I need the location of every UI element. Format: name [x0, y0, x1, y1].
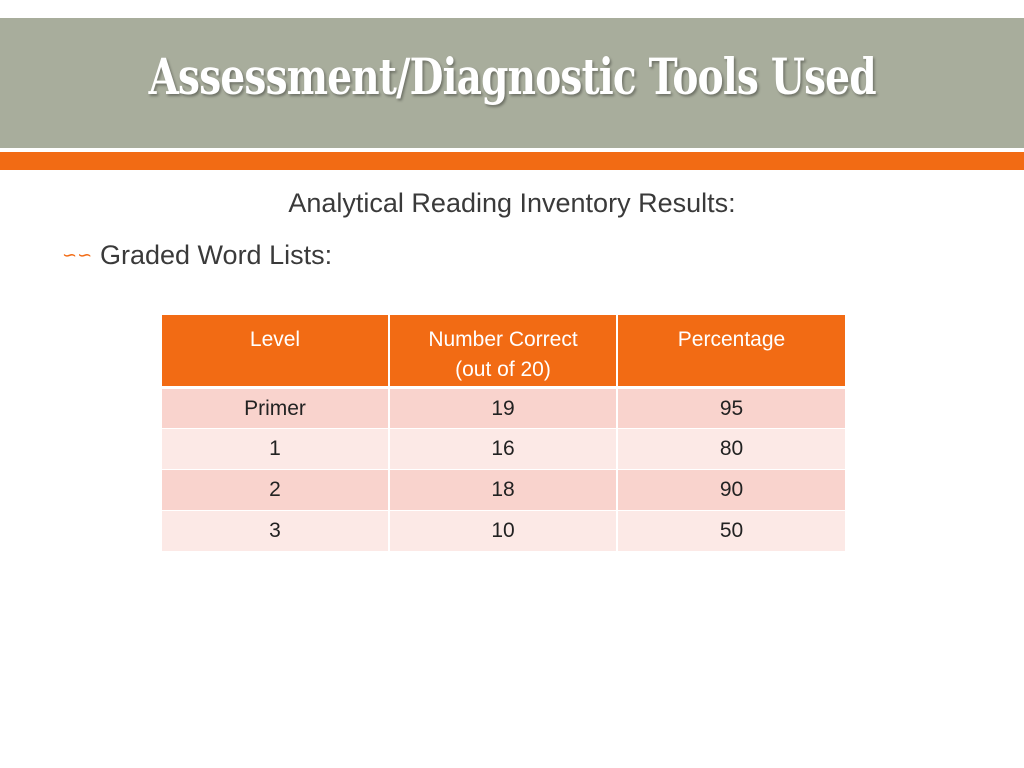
header-number-correct-line1: Number Correct [428, 328, 578, 351]
cell-level: 3 [162, 511, 389, 552]
slide-title: Assessment/Diagnostic Tools Used [148, 46, 876, 106]
cell-level: 2 [162, 470, 389, 511]
cell-percentage: 90 [617, 470, 845, 511]
table-header-row [162, 315, 845, 388]
table-row [162, 429, 845, 470]
cell-level: 1 [162, 429, 389, 470]
bullet-item [62, 240, 332, 271]
table-row [162, 388, 845, 429]
cell-number-correct: 18 [389, 470, 617, 511]
header-number-correct [389, 315, 617, 388]
table-row [162, 470, 845, 511]
cell-level: Primer [162, 388, 389, 429]
cell-number-correct: 19 [389, 388, 617, 429]
header-percentage [617, 315, 845, 388]
results-table [162, 315, 845, 552]
header-level [162, 315, 389, 388]
cell-number-correct: 10 [389, 511, 617, 552]
table-row [162, 511, 845, 552]
header-number-correct-line2: (out of 20) [455, 358, 551, 381]
cell-percentage: 80 [617, 429, 845, 470]
cell-percentage: 95 [617, 388, 845, 429]
slide-subtitle: Analytical Reading Inventory Results: [288, 188, 736, 218]
header-percentage-text: Percentage [677, 328, 786, 351]
cell-percentage: 50 [617, 511, 845, 552]
header-level-text: Level [249, 328, 301, 351]
curl-bullet-icon: ∽∽ [62, 245, 93, 265]
title-bar [0, 18, 1024, 148]
accent-bar [0, 152, 1024, 170]
bullet-text: Graded Word Lists: [100, 240, 333, 270]
cell-number-correct: 16 [389, 429, 617, 470]
